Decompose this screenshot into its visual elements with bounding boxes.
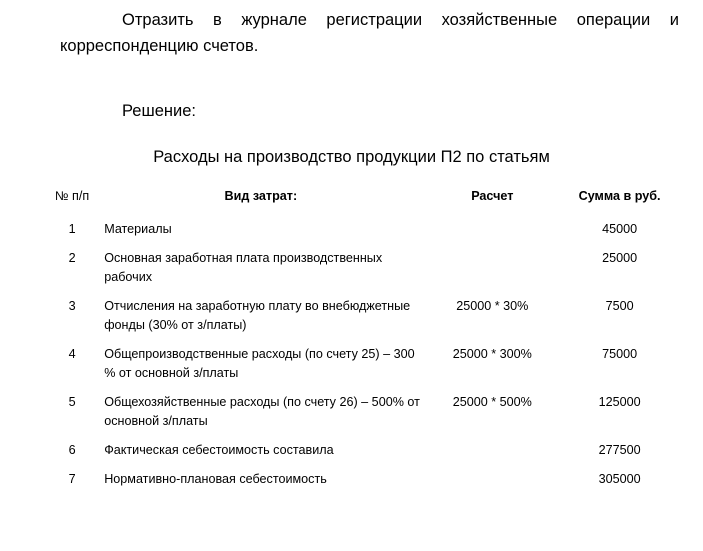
header-sum: Сумма в руб. xyxy=(578,189,661,203)
row-num: 3 xyxy=(68,299,76,313)
row-calc xyxy=(427,470,557,499)
row-sum: 45000 xyxy=(602,222,638,236)
table-row xyxy=(50,249,682,297)
row-type: Нормативно-плановая себестоимость xyxy=(104,472,327,486)
task-paragraph: Отразить в журнале регистрации хозяйственные операции и корреспонденцию счетов. xyxy=(60,11,679,55)
row-sum: 75000 xyxy=(602,347,638,361)
row-sum: 7500 xyxy=(605,299,634,313)
header-calc: Расчет xyxy=(471,189,514,203)
costs-table xyxy=(50,187,682,499)
row-num: 5 xyxy=(68,395,76,409)
solution-heading: Решение: xyxy=(122,102,196,120)
row-num: 6 xyxy=(68,443,76,457)
row-type: Общехозяйственные расходы (по счету 26) – 500% от основной з/платы xyxy=(104,395,420,428)
table-row xyxy=(50,297,682,345)
table-row xyxy=(50,220,682,249)
row-num: 7 xyxy=(68,472,76,486)
row-type: Отчисления на заработную плату во внебюджетные фонды (30% от з/платы) xyxy=(104,299,411,332)
row-type: Материалы xyxy=(104,222,172,236)
row-calc xyxy=(427,441,557,470)
table-row xyxy=(50,393,682,441)
row-calc xyxy=(427,249,557,297)
row-sum: 25000 xyxy=(602,251,638,265)
row-num: 2 xyxy=(68,251,76,265)
row-type: Общепроизводственные расходы (по счету 25) – 300 % от основной з/платы xyxy=(104,347,415,380)
row-type: Основная заработная плата производственных рабочих xyxy=(104,251,383,284)
row-sum: 125000 xyxy=(598,395,641,409)
row-num: 1 xyxy=(68,222,76,236)
row-calc xyxy=(427,220,557,249)
row-type: Фактическая себестоимость составила xyxy=(104,443,334,457)
table-row xyxy=(50,345,682,393)
row-calc: 25000 * 30% xyxy=(456,299,529,313)
row-num: 4 xyxy=(68,347,76,361)
table-row xyxy=(50,470,682,499)
table-header-row xyxy=(50,187,682,220)
row-sum: 305000 xyxy=(598,472,641,486)
row-sum: 277500 xyxy=(598,443,641,457)
row-calc: 25000 * 300% xyxy=(452,347,532,361)
header-type: Вид затрат: xyxy=(224,189,298,203)
header-num: № п/п xyxy=(55,189,90,203)
row-calc: 25000 * 500% xyxy=(452,395,532,409)
table-title: Расходы на производство продукции П2 по статьям xyxy=(153,148,550,166)
table-row xyxy=(50,441,682,470)
